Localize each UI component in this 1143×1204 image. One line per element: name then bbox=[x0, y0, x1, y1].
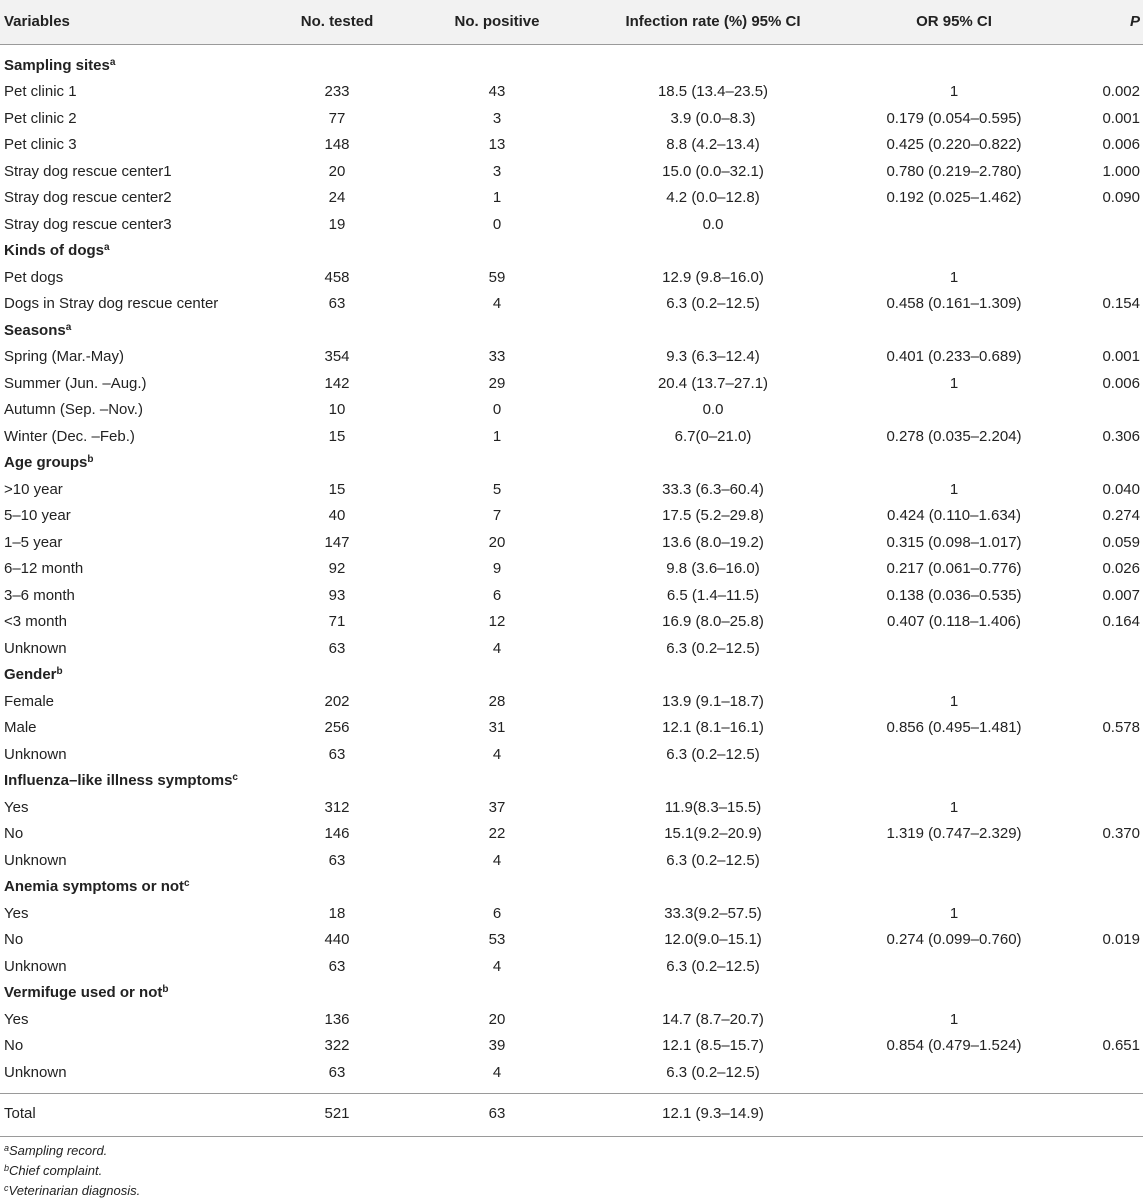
cell-tested: 18 bbox=[328, 904, 346, 922]
cell-positive: 31 bbox=[488, 719, 506, 736]
cell-p: 0.274 bbox=[1102, 507, 1140, 524]
table-row bbox=[0, 609, 1143, 636]
section-header-row bbox=[0, 874, 1143, 901]
cell-tested: 458 bbox=[324, 268, 350, 286]
table-row bbox=[0, 1033, 1143, 1060]
table-row bbox=[0, 159, 1143, 186]
table-row bbox=[0, 132, 1143, 159]
cell-tested: 146 bbox=[324, 825, 350, 842]
cell-positive: 4 bbox=[492, 639, 502, 657]
cell-positive: 9 bbox=[492, 560, 502, 577]
cell-positive: 33 bbox=[488, 348, 506, 365]
cell-p: 0.006 bbox=[1102, 136, 1140, 153]
table-row bbox=[0, 848, 1143, 875]
row-label: Stray dog rescue center1 bbox=[4, 162, 172, 180]
cell-tested: 40 bbox=[328, 507, 346, 524]
cell-tested: 256 bbox=[324, 719, 350, 736]
table-row bbox=[0, 530, 1143, 557]
total-positive: 63 bbox=[488, 1105, 506, 1122]
cell-tested: 63 bbox=[328, 1063, 346, 1081]
cell-p: 0.154 bbox=[1102, 295, 1140, 312]
cell-rate: 13.9 (9.1–18.7) bbox=[662, 692, 764, 710]
footnote-marker: c bbox=[184, 878, 190, 889]
cell-or: 1 bbox=[949, 798, 959, 816]
cell-or: 1 bbox=[949, 692, 959, 710]
cell-positive: 4 bbox=[492, 295, 502, 312]
table-row bbox=[0, 397, 1143, 424]
total-label: Total bbox=[4, 1105, 36, 1122]
cell-or: 0.856 (0.495–1.481) bbox=[886, 719, 1022, 736]
cell-rate: 6.3 (0.2–12.5) bbox=[666, 851, 760, 869]
table-row bbox=[0, 212, 1143, 239]
footnote-marker: c bbox=[232, 772, 238, 783]
section-label-text: Kinds of dogs bbox=[4, 242, 104, 259]
row-label: 1–5 year bbox=[4, 533, 63, 551]
cell-positive: 4 bbox=[492, 957, 502, 975]
cell-or: 0.854 (0.479–1.524) bbox=[886, 1037, 1022, 1054]
cell-p: 1.000 bbox=[1102, 162, 1140, 180]
footnote bbox=[4, 1162, 102, 1180]
table-row bbox=[0, 742, 1143, 769]
cell-rate: 6.7(0–21.0) bbox=[674, 427, 752, 445]
table-row bbox=[0, 371, 1143, 398]
cell-or: 0.192 (0.025–1.462) bbox=[886, 189, 1022, 206]
cell-tested: 19 bbox=[328, 215, 346, 233]
section-label bbox=[4, 662, 63, 689]
cell-or: 0.138 (0.036–0.535) bbox=[886, 586, 1022, 604]
table-row bbox=[0, 1060, 1143, 1087]
cell-rate: 11.9(8.3–15.5) bbox=[664, 798, 762, 816]
row-label: Yes bbox=[4, 1010, 29, 1028]
section-label bbox=[4, 980, 168, 1007]
table-row bbox=[0, 901, 1143, 928]
cell-tested: 63 bbox=[328, 851, 346, 869]
cell-tested: 202 bbox=[324, 692, 350, 710]
row-label: Yes bbox=[4, 904, 29, 922]
cell-rate: 6.3 (0.2–12.5) bbox=[666, 957, 760, 975]
cell-tested: 440 bbox=[324, 931, 350, 948]
cell-tested: 20 bbox=[328, 162, 346, 180]
table-row bbox=[0, 795, 1143, 822]
cell-rate: 3.9 (0.0–8.3) bbox=[670, 109, 756, 127]
section-header-row bbox=[0, 238, 1143, 265]
cell-tested: 10 bbox=[328, 401, 346, 418]
table-row bbox=[0, 291, 1143, 318]
table-row bbox=[0, 344, 1143, 371]
row-label: 5–10 year bbox=[4, 507, 71, 524]
table-row bbox=[0, 185, 1143, 212]
cell-tested: 142 bbox=[324, 374, 350, 392]
footnote-marker: b bbox=[4, 1163, 10, 1173]
cell-tested: 15 bbox=[328, 480, 346, 498]
row-label: Summer (Jun. –Aug.) bbox=[4, 374, 147, 392]
row-label: Unknown bbox=[4, 639, 67, 657]
total-rule bbox=[0, 1093, 1143, 1094]
cell-rate: 12.9 (9.8–16.0) bbox=[662, 268, 764, 286]
cell-positive: 13 bbox=[488, 136, 506, 153]
cell-rate: 9.8 (3.6–16.0) bbox=[666, 560, 760, 577]
cell-p: 0.651 bbox=[1102, 1037, 1140, 1054]
section-header-row bbox=[0, 980, 1143, 1007]
row-label: Stray dog rescue center3 bbox=[4, 215, 172, 233]
section-label bbox=[4, 768, 238, 795]
cell-p: 0.006 bbox=[1102, 374, 1140, 392]
row-label: Female bbox=[4, 692, 55, 710]
cell-or: 0.458 (0.161–1.309) bbox=[886, 295, 1022, 312]
total-tested: 521 bbox=[324, 1105, 350, 1122]
cell-positive: 4 bbox=[492, 745, 502, 763]
cell-tested: 63 bbox=[328, 957, 346, 975]
row-label: 6–12 month bbox=[4, 560, 84, 577]
footnote-text: Sampling record. bbox=[9, 1143, 108, 1158]
cell-rate: 6.3 (0.2–12.5) bbox=[666, 1063, 760, 1081]
cell-rate: 6.3 (0.2–12.5) bbox=[666, 745, 760, 763]
cell-or: 1 bbox=[949, 904, 959, 922]
cell-p: 0.370 bbox=[1102, 825, 1140, 842]
section-label bbox=[4, 318, 71, 345]
cell-rate: 0.0 bbox=[702, 215, 724, 233]
cell-p: 0.026 bbox=[1102, 560, 1140, 577]
header-positive: No. positive bbox=[454, 13, 540, 30]
cell-tested: 312 bbox=[324, 798, 350, 816]
cell-or: 0.217 (0.061–0.776) bbox=[886, 560, 1022, 577]
cell-positive: 4 bbox=[492, 1063, 502, 1081]
header-variables: Variables bbox=[4, 13, 70, 30]
cell-p: 0.040 bbox=[1102, 480, 1140, 498]
cell-or: 0.401 (0.233–0.689) bbox=[886, 348, 1022, 365]
section-label-text: Age groups bbox=[4, 454, 88, 471]
cell-p: 0.059 bbox=[1102, 533, 1140, 551]
cell-positive: 43 bbox=[488, 83, 506, 100]
cell-rate: 6.3 (0.2–12.5) bbox=[666, 295, 760, 312]
footnote-marker: b bbox=[56, 666, 63, 677]
cell-rate: 12.1 (8.5–15.7) bbox=[662, 1037, 764, 1054]
footnote bbox=[4, 1182, 140, 1200]
row-label: Yes bbox=[4, 798, 29, 816]
row-label: 3–6 month bbox=[4, 586, 75, 604]
cell-tested: 15 bbox=[328, 427, 346, 445]
cell-p: 0.090 bbox=[1102, 189, 1140, 206]
section-label-text: Anemia symptoms or not bbox=[4, 878, 185, 895]
table-row bbox=[0, 477, 1143, 504]
cell-tested: 63 bbox=[328, 745, 346, 763]
row-label: Pet clinic 2 bbox=[4, 109, 77, 127]
table-row bbox=[0, 954, 1143, 981]
cell-p: 0.306 bbox=[1102, 427, 1140, 445]
row-label: Unknown bbox=[4, 851, 67, 869]
cell-rate: 18.5 (13.4–23.5) bbox=[657, 83, 769, 100]
section-label bbox=[4, 53, 115, 80]
cell-positive: 20 bbox=[488, 533, 506, 551]
row-label: Male bbox=[4, 719, 37, 736]
cell-tested: 147 bbox=[324, 533, 350, 551]
footnote-marker: a bbox=[109, 56, 116, 68]
row-label: Autumn (Sep. –Nov.) bbox=[4, 401, 143, 418]
cell-positive: 12 bbox=[488, 613, 506, 630]
table-header bbox=[0, 0, 1143, 45]
row-label: <3 month bbox=[4, 613, 67, 630]
cell-rate: 4.2 (0.0–12.8) bbox=[666, 189, 760, 206]
cell-or: 0.315 (0.098–1.017) bbox=[886, 533, 1022, 551]
row-label: Winter (Dec. –Feb.) bbox=[4, 427, 135, 445]
section-label-text: Vermifuge used or not bbox=[4, 984, 163, 1001]
table-row bbox=[0, 583, 1143, 610]
section-label-text: Influenza–like illness symptoms bbox=[4, 772, 233, 789]
section-label-text: Sampling sites bbox=[4, 56, 110, 74]
table-row bbox=[0, 689, 1143, 716]
total-row bbox=[0, 1101, 1143, 1128]
header-rate: Infection rate (%) 95% CI bbox=[625, 13, 801, 30]
table-row bbox=[0, 79, 1143, 106]
section-label-text: Gender bbox=[4, 666, 57, 683]
cell-rate: 15.0 (0.0–32.1) bbox=[662, 162, 764, 180]
cell-positive: 59 bbox=[488, 268, 506, 286]
cell-rate: 15.1(9.2–20.9) bbox=[664, 825, 762, 842]
cell-rate: 6.3 (0.2–12.5) bbox=[666, 639, 760, 657]
section-header-row bbox=[0, 450, 1143, 477]
footnote-marker: a bbox=[4, 1143, 10, 1153]
cell-p: 0.164 bbox=[1102, 613, 1140, 630]
footnote-marker: b bbox=[87, 454, 94, 465]
cell-or: 0.407 (0.118–1.406) bbox=[887, 613, 1021, 630]
table-row bbox=[0, 927, 1143, 954]
cell-tested: 24 bbox=[328, 189, 346, 206]
cell-positive: 39 bbox=[488, 1037, 506, 1054]
cell-p: 0.001 bbox=[1102, 109, 1140, 127]
cell-tested: 322 bbox=[324, 1037, 350, 1054]
cell-rate: 8.8 (4.2–13.4) bbox=[666, 136, 760, 153]
cell-positive: 29 bbox=[488, 374, 506, 392]
section-label bbox=[4, 450, 93, 477]
cell-tested: 63 bbox=[328, 295, 346, 312]
section-header-row bbox=[0, 662, 1143, 689]
cell-positive: 3 bbox=[492, 162, 502, 180]
cell-or: 0.278 (0.035–2.204) bbox=[886, 427, 1022, 445]
cell-rate: 6.5 (1.4–11.5) bbox=[666, 586, 760, 604]
cell-rate: 33.3(9.2–57.5) bbox=[664, 904, 762, 922]
cell-or: 0.424 (0.110–1.634) bbox=[887, 507, 1021, 524]
cell-rate: 17.5 (5.2–29.8) bbox=[662, 507, 764, 524]
cell-p: 0.019 bbox=[1102, 931, 1140, 948]
cell-positive: 37 bbox=[488, 798, 506, 816]
cell-tested: 148 bbox=[324, 136, 350, 153]
cell-or: 1 bbox=[949, 480, 959, 498]
row-label: Spring (Mar.-May) bbox=[4, 348, 125, 365]
cell-positive: 6 bbox=[492, 904, 502, 922]
cell-or: 0.425 (0.220–0.822) bbox=[886, 136, 1022, 153]
cell-p: 0.007 bbox=[1102, 586, 1140, 604]
header-p: P bbox=[1129, 13, 1140, 30]
cell-positive: 0 bbox=[492, 401, 502, 418]
table-row bbox=[0, 636, 1143, 663]
table-row bbox=[0, 715, 1143, 742]
cell-rate: 13.6 (8.0–19.2) bbox=[662, 533, 764, 551]
row-label: Unknown bbox=[4, 1063, 67, 1081]
cell-or: 0.179 (0.054–0.595) bbox=[886, 109, 1022, 127]
cell-positive: 3 bbox=[492, 109, 502, 127]
row-label: Unknown bbox=[4, 957, 67, 975]
footnote-marker: a bbox=[104, 242, 110, 253]
cell-p: 0.578 bbox=[1102, 719, 1140, 736]
footnote-text: Chief complaint. bbox=[9, 1163, 103, 1178]
row-label: Pet clinic 1 bbox=[4, 83, 77, 100]
footnote-marker: a bbox=[65, 321, 72, 333]
table-row bbox=[0, 1007, 1143, 1034]
row-label: >10 year bbox=[4, 480, 63, 498]
cell-rate: 0.0 bbox=[702, 401, 724, 418]
cell-positive: 7 bbox=[492, 507, 502, 524]
table-row bbox=[0, 265, 1143, 292]
footnote-marker: c bbox=[4, 1183, 9, 1193]
section-header-row bbox=[0, 53, 1143, 80]
cell-tested: 354 bbox=[324, 348, 350, 365]
cell-positive: 6 bbox=[492, 586, 502, 604]
cell-positive: 5 bbox=[492, 480, 502, 498]
row-label: Pet dogs bbox=[4, 268, 64, 286]
footnote-text: Veterinarian diagnosis. bbox=[8, 1183, 141, 1198]
section-label-text: Seasons bbox=[4, 321, 66, 339]
bottom-rule bbox=[0, 1136, 1143, 1137]
cell-rate: 12.0(9.0–15.1) bbox=[664, 931, 762, 948]
cell-positive: 1 bbox=[492, 427, 502, 445]
table-row bbox=[0, 106, 1143, 133]
footnote bbox=[4, 1142, 107, 1160]
table-row bbox=[0, 503, 1143, 530]
cell-or: 1 bbox=[949, 268, 959, 286]
section-label bbox=[4, 238, 110, 265]
cell-or: 1 bbox=[949, 374, 959, 392]
cell-tested: 233 bbox=[324, 83, 350, 100]
total-rate: 12.1 (9.3–14.9) bbox=[662, 1105, 764, 1122]
section-label bbox=[4, 874, 190, 901]
footnote-marker: b bbox=[162, 984, 169, 995]
cell-or: 1 bbox=[949, 83, 959, 100]
cell-rate: 33.3 (6.3–60.4) bbox=[662, 480, 764, 498]
cell-positive: 4 bbox=[492, 851, 502, 869]
row-label: Unknown bbox=[4, 745, 67, 763]
cell-positive: 22 bbox=[488, 825, 506, 842]
section-header-row bbox=[0, 768, 1143, 795]
row-label: No bbox=[4, 825, 24, 842]
header-tested: No. tested bbox=[300, 13, 374, 30]
row-label: No bbox=[4, 931, 24, 948]
cell-p: 0.001 bbox=[1102, 348, 1140, 365]
cell-rate: 12.1 (8.1–16.1) bbox=[662, 719, 764, 736]
row-label: No bbox=[4, 1037, 24, 1054]
cell-p: 0.002 bbox=[1102, 83, 1140, 100]
cell-tested: 136 bbox=[324, 1010, 350, 1028]
cell-or: 1 bbox=[949, 1010, 959, 1028]
cell-positive: 20 bbox=[488, 1010, 506, 1028]
cell-or: 0.780 (0.219–2.780) bbox=[886, 162, 1022, 180]
header-or: OR 95% CI bbox=[916, 13, 992, 30]
cell-rate: 14.7 (8.7–20.7) bbox=[662, 1010, 764, 1028]
row-label: Stray dog rescue center2 bbox=[4, 189, 172, 206]
table-row bbox=[0, 556, 1143, 583]
cell-rate: 16.9 (8.0–25.8) bbox=[662, 613, 764, 630]
cell-or: 0.274 (0.099–0.760) bbox=[886, 931, 1022, 948]
cell-rate: 20.4 (13.7–27.1) bbox=[657, 374, 769, 392]
cell-tested: 77 bbox=[328, 109, 346, 127]
cell-positive: 0 bbox=[492, 215, 502, 233]
cell-rate: 9.3 (6.3–12.4) bbox=[666, 348, 760, 365]
cell-tested: 71 bbox=[328, 613, 346, 630]
row-label: Dogs in Stray dog rescue center bbox=[4, 295, 219, 312]
cell-tested: 93 bbox=[328, 586, 346, 604]
cell-tested: 92 bbox=[328, 560, 346, 577]
cell-positive: 28 bbox=[488, 692, 506, 710]
cell-tested: 63 bbox=[328, 639, 346, 657]
table-row bbox=[0, 821, 1143, 848]
cell-positive: 1 bbox=[492, 189, 502, 206]
table-row bbox=[0, 424, 1143, 451]
cell-positive: 53 bbox=[488, 931, 506, 948]
cell-or: 1.319 (0.747–2.329) bbox=[886, 825, 1022, 842]
section-header-row bbox=[0, 318, 1143, 345]
row-label: Pet clinic 3 bbox=[4, 136, 77, 153]
